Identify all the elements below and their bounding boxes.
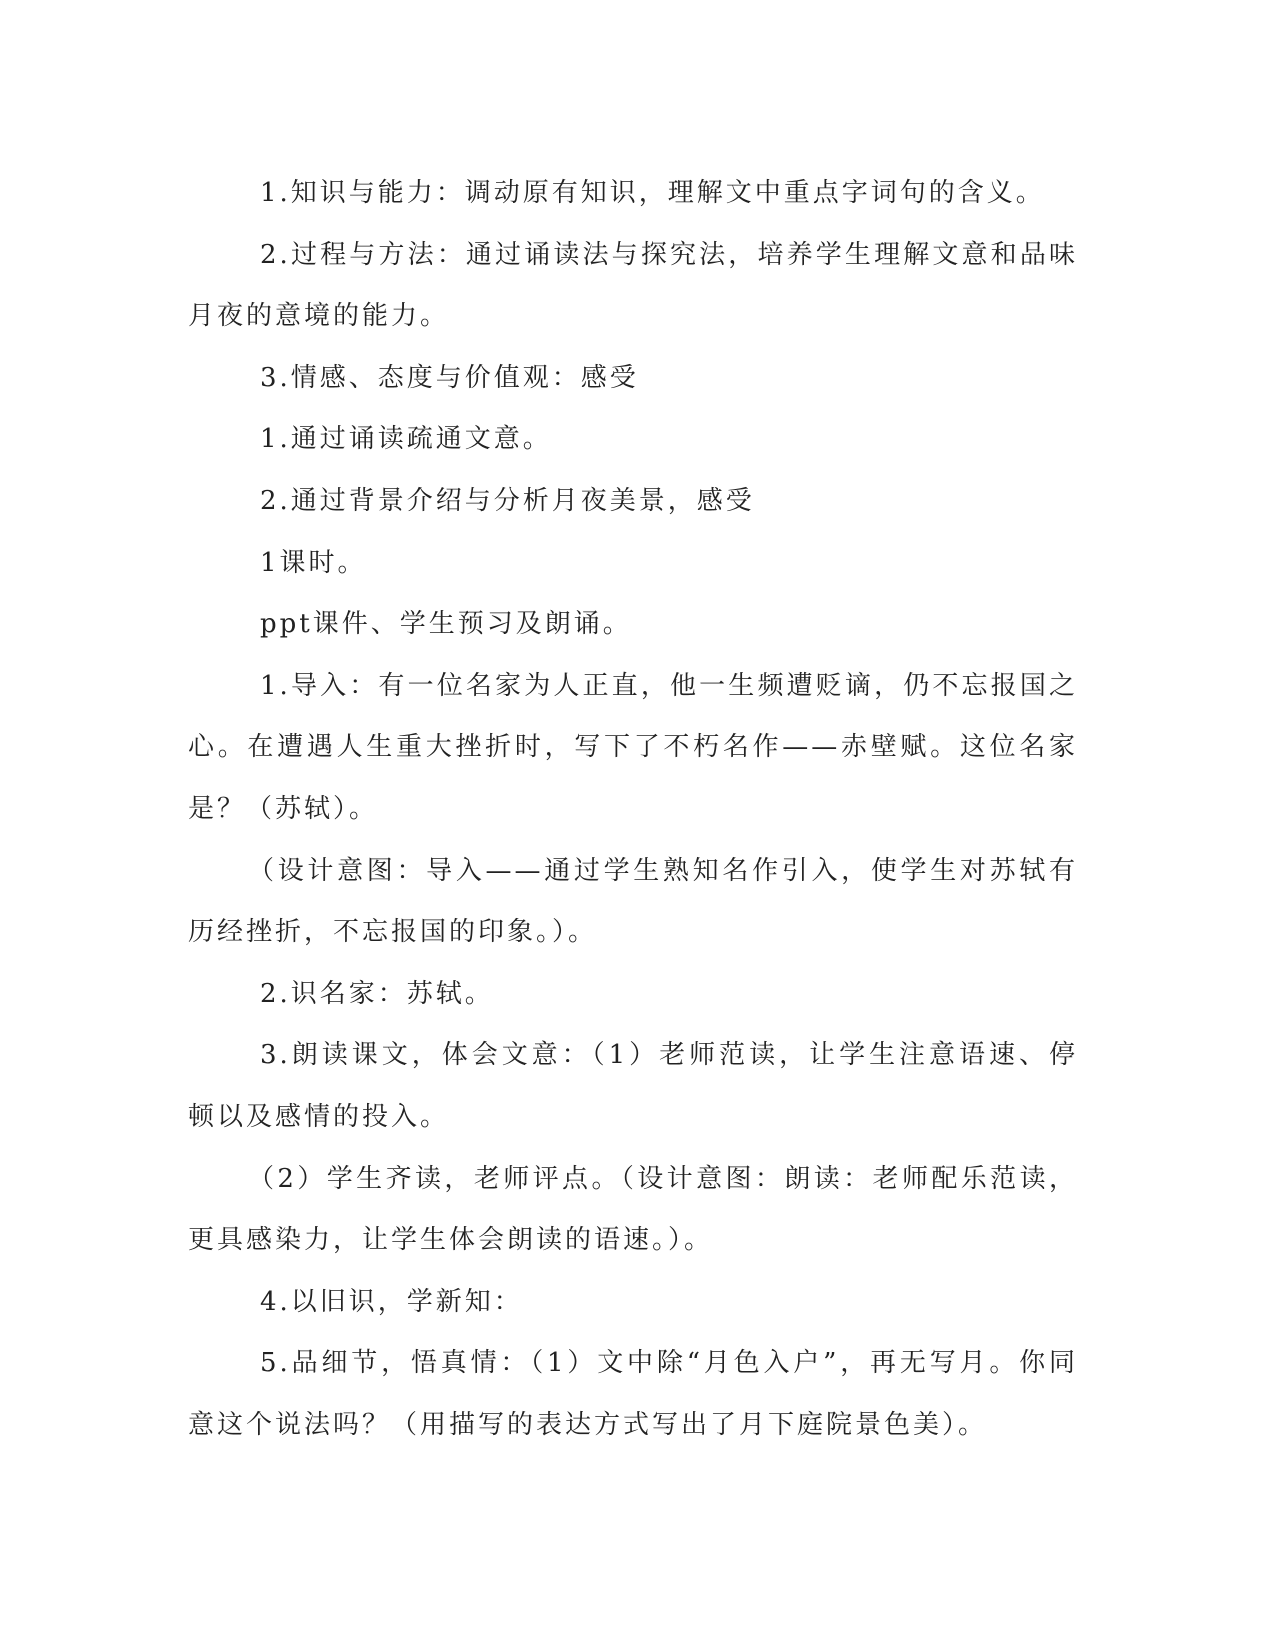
paragraph-step-introduction: 1.导入：有一位名家为人正直，他一生频遭贬谪，仍不忘报国之心。在遭遇人生重大挫折时，写下了不朽名作——赤壁赋。这位名家是？（苏轼）。 xyxy=(188,670,1078,824)
paragraph-objective-emotion: 3.情感、态度与价值观：感受 xyxy=(260,362,639,393)
paragraph-objective-process: 2.过程与方法：通过诵读法与探究法，培养学生理解文意和品味月夜的意境的能力。 xyxy=(188,239,1078,332)
paragraph-step-details: 5.品细节，悟真情：（1）文中除“月色入户”，再无写月。你同意这个说法吗？（用描写的表达方式写出了月下庭院景色美）。 xyxy=(188,1348,1078,1440)
paragraph-step-reading: 3.朗读课文，体会文意：（1）老师范读，让学生注意语速、停顿以及感情的投入。 xyxy=(188,1040,1078,1132)
paragraph-step-author: 2.识名家：苏轼。 xyxy=(260,978,494,1009)
paragraph-objective-knowledge: 1.知识与能力：调动原有知识，理解文中重点字词句的含义。 xyxy=(260,178,1045,208)
paragraph-focus-reading: 1.通过诵读疏通文意。 xyxy=(260,424,552,455)
paragraph-design-intent-introduction: （设计意图：导入——通过学生熟知名作引入，使学生对苏轼有历经挫折，不忘报国的印象。）。 xyxy=(188,855,1078,948)
paragraph-step-reading-2: （2）学生齐读，老师评点。（设计意图：朗读：老师配乐范读，更具感染力，让学生体会朗读的语速。）。 xyxy=(188,1163,1078,1256)
paragraph-focus-background: 2.通过背景介绍与分析月夜美景，感受 xyxy=(260,485,755,516)
document-body xyxy=(188,163,1078,1456)
paragraph-materials: ppt课件、学生预习及朗诵。 xyxy=(260,609,632,640)
paragraph-class-hours: 1课时。 xyxy=(260,547,367,578)
paragraph-step-old-new: 4.以旧识，学新知： xyxy=(260,1286,523,1317)
